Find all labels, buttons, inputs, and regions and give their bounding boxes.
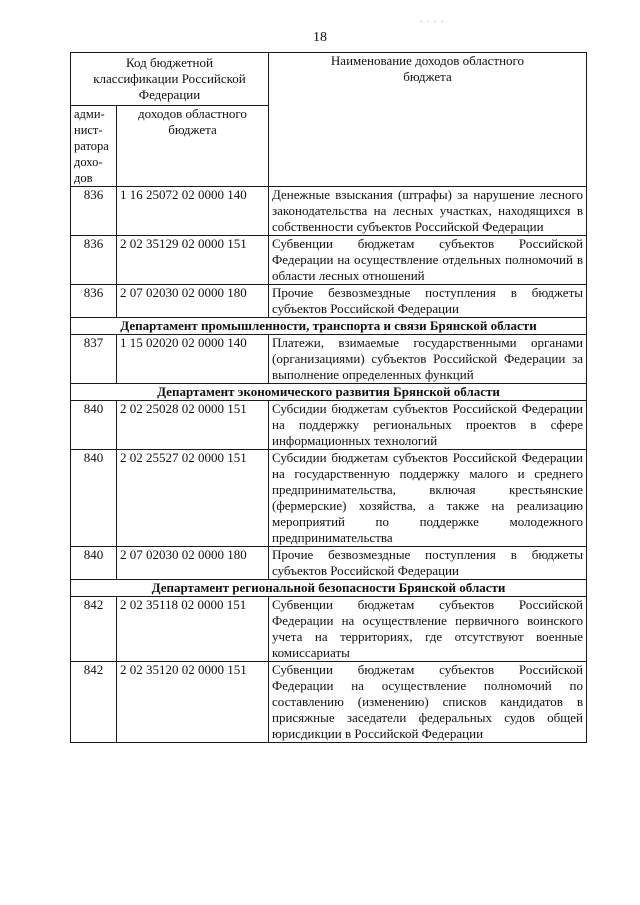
- table-row: [71, 236, 587, 285]
- table-row: [71, 401, 587, 450]
- income-code-cell: 2 07 02030 02 0000 180: [117, 285, 269, 318]
- income-column-header: доходов областного бюджета: [117, 106, 269, 187]
- admin-code-cell: 836: [71, 187, 117, 236]
- table-row: [71, 662, 587, 743]
- table-row: [71, 187, 587, 236]
- code-group-header: Код бюджетной классификации Российской Федерации: [71, 53, 269, 106]
- income-code-cell: 2 02 35120 02 0000 151: [117, 662, 269, 743]
- table-row: [71, 335, 587, 384]
- department-title: Департамент экономического развития Брянской области: [71, 384, 587, 401]
- admin-code-cell: 836: [71, 285, 117, 318]
- department-row: [71, 384, 587, 401]
- income-code-cell: 2 02 35118 02 0000 151: [117, 597, 269, 662]
- income-name-cell: Прочие безвозмездные поступления в бюджеты субъектов Российской Федерации: [269, 547, 587, 580]
- admin-code-cell: 837: [71, 335, 117, 384]
- department-row: [71, 318, 587, 335]
- income-code-cell: 2 02 25527 02 0000 151: [117, 450, 269, 547]
- income-code-cell: 2 02 25028 02 0000 151: [117, 401, 269, 450]
- income-name-cell: Прочие безвозмездные поступления в бюджеты субъектов Российской Федерации: [269, 285, 587, 318]
- header-row-top: [71, 53, 587, 106]
- scan-artifact: . . . .: [420, 14, 445, 25]
- table-row: [71, 285, 587, 318]
- table-row: [71, 547, 587, 580]
- table-row: [71, 450, 587, 547]
- admin-code-cell: 840: [71, 450, 117, 547]
- income-code-cell: 2 07 02030 02 0000 180: [117, 547, 269, 580]
- admin-code-cell: 840: [71, 401, 117, 450]
- income-name-cell: Субвенции бюджетам субъектов Российской Федерации на осуществление полномочий по составлению (изменению) списков кандидатов в присяжные заседатели федеральных судов общей юрисдикции в Российской Федерации: [269, 662, 587, 743]
- income-code-cell: 2 02 35129 02 0000 151: [117, 236, 269, 285]
- income-name-cell: Денежные взыскания (штрафы) за нарушение лесного законодательства на лесных участках, находящихся в собственности субъектов Российской Федерации: [269, 187, 587, 236]
- department-title: Департамент региональной безопасности Брянской области: [71, 580, 587, 597]
- department-title: Департамент промышленности, транспорта и связи Брянской области: [71, 318, 587, 335]
- income-name-cell: Субсидии бюджетам субъектов Российской Федерации на государственную поддержку малого и среднего предпринимательства, включая крестьянские (фермерские) хозяйства, а также на реализацию мероприятий по поддержке молодежного предпринимательства: [269, 450, 587, 547]
- admin-code-cell: 842: [71, 597, 117, 662]
- budget-classification-table: [70, 52, 587, 743]
- admin-column-header: адми-нист-ратора дохо-дов: [71, 106, 117, 187]
- income-name-cell: Субвенции бюджетам субъектов Российской Федерации на осуществление отдельных полномочий в области лесных отношений: [269, 236, 587, 285]
- income-name-cell: Платежи, взимаемые государственными органами (организациями) субъектов Российской Федерации за выполнение определенных функций: [269, 335, 587, 384]
- table-body: [71, 53, 587, 743]
- page-number: 18: [313, 30, 327, 45]
- income-code-cell: 1 15 02020 02 0000 140: [117, 335, 269, 384]
- income-name-cell: Субвенции бюджетам субъектов Российской Федерации на осуществление первичного воинского учета на территориях, где отсутствуют военные комиссариаты: [269, 597, 587, 662]
- admin-code-cell: 836: [71, 236, 117, 285]
- income-code-cell: 1 16 25072 02 0000 140: [117, 187, 269, 236]
- table-row: [71, 597, 587, 662]
- admin-code-cell: 842: [71, 662, 117, 743]
- admin-code-cell: 840: [71, 547, 117, 580]
- department-row: [71, 580, 587, 597]
- name-column-header: Наименование доходов областного бюджета: [269, 53, 587, 187]
- income-name-cell: Субсидии бюджетам субъектов Российской Федерации на поддержку региональных проектов в сфере информационных технологий: [269, 401, 587, 450]
